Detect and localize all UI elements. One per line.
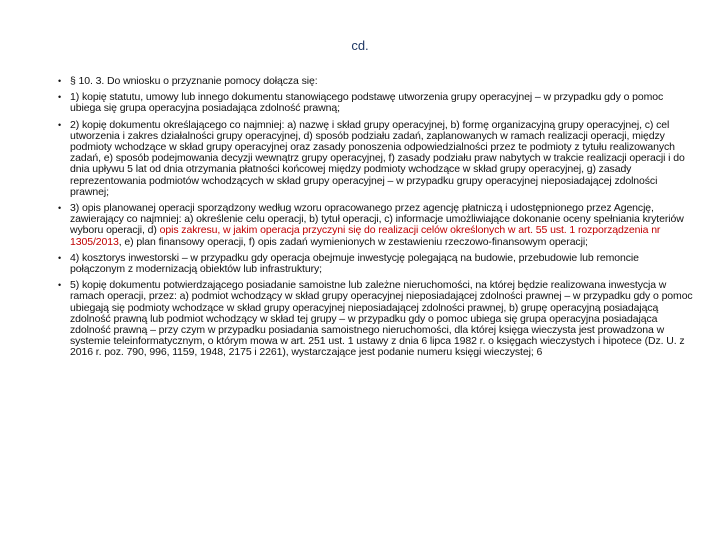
list-item (58, 203, 694, 248)
highlighted-text: opis zakresu, w jakim operacja przyczyni się do realizacji celów określonych w art. 55 ust. 1 rozporządzenia nr 1305/2013 (70, 224, 661, 248)
list-item: • 4) kosztorys inwestorski – w przypadku gdy operacja obejmuje inwestycję polegającą na budowie, przebudowie lub remoncie połączonym z modernizacją obiektów lub infrastruktury; (58, 253, 694, 275)
slide-content (58, 76, 694, 364)
bullet-list (58, 76, 694, 359)
list-item: • 1) kopię statutu, umowy lub innego dokumentu stanowiącego podstawę utworzenia grupy operacyjnej – w przypadku gdy o pomoc ubiega się grupa operacyjna posiadająca zdolność prawną; (58, 92, 694, 114)
item-text: , e) plan finansowy operacji, f) opis zadań wymienionych w zestawieniu rzeczowo-finansowym operacji; (118, 235, 588, 248)
list-item: • 2) kopię dokumentu określającego co najmniej: a) nazwę i skład grupy operacyjnej, b) formę organizacyjną grupy operacyjnej, c) cel utworzenia i zakres działalności grupy operacyjnej, d) sposób podziału zadań, zaplanowanych w ramach realizacji operacji, między podmioty wchodzące w skład grupy operacyjnej oraz zasady ponoszenia odpowiedzialności przez te podmioty z tytułu realizowanych zadań, e) sposób podejmowania decyzji wewnątrz grupy operacyjnej, f) zasady podziału praw nabytych w trakcie realizacji operacji i do dnia upływu 5 lat od dnia otrzymania płatności końcowej między podmioty wchodzące w skład grupy operacyjnej, g) zasady reprezentowania podmiotów wchodzących w skład grupy operacyjnej – w przypadku grupy operacyjnej nieposiadającej zdolności prawnej; (58, 120, 694, 198)
list-item: • 5) kopię dokumentu potwierdzającego posiadanie samoistne lub zależne nieruchomości, na której będzie realizowana inwestycja w ramach operacji, przez: a) podmiot wchodzący w skład grupy operacyjnej nieposiadającej zdolności prawnej – w przypadku gdy o pomoc ubiegają się podmioty wchodzące w skład grupy operacyjnej nieposiadającej zdolności prawnej, b) grupę operacyjną posiadającą zdolność prawną lub podmiot wchodzący w skład tej grupy – w przypadku gdy o pomoc ubiega się grupa operacyjna posiadająca zdolność prawną – przy czym w przypadku posiadania samoistnego nieruchomości, dla której księga wieczysta jest prowadzona w systemie teleinformatycznym, o którym mowa w art. 251 ust. 1 ustawy z dnia 6 lipca 1982 r. o księgach wieczystych i hipotece (Dz. U. z 2016 r. poz. 790, 996, 1159, 1948, 2175 i 2261), wystarczające jest podanie numeru księgi wieczystej; 6 (58, 280, 694, 358)
item-text: 3) opis planowanej operacji sporządzony według wzoru opracowanego przez agencję płatniczą i udostępnionego przez Agencję, zawierający co najmniej: a) określenie celu operacji, b) tytuł operacji, c) informacje umożliwiające dokonanie oceny spełniania kryteriów wyboru operacji, d) (70, 202, 684, 237)
slide-title: cd. (351, 38, 369, 53)
list-item: • § 10. 3. Do wniosku o przyznanie pomocy dołącza się: (58, 76, 694, 87)
